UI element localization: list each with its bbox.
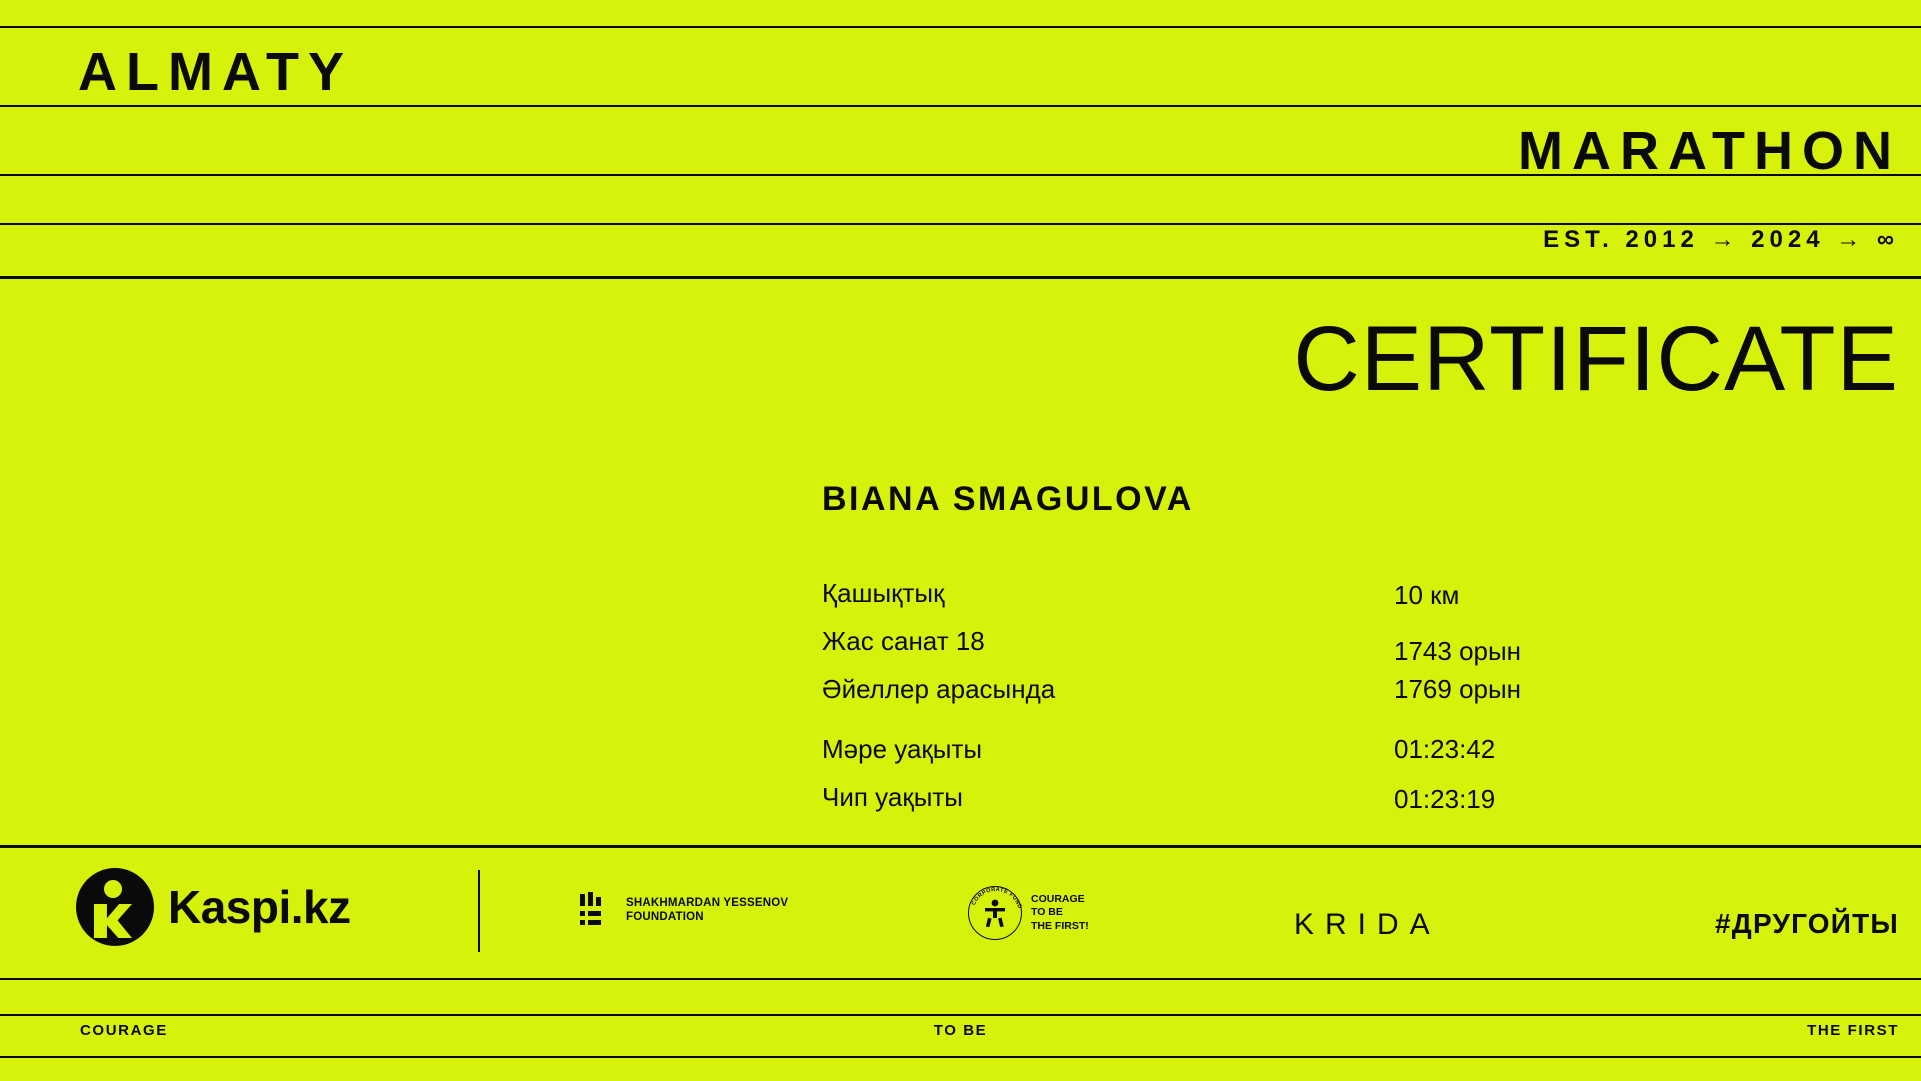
kaspi-wordmark: Kaspi.kz: [168, 881, 351, 933]
sponsor-yessenov: [580, 892, 788, 928]
footer-right: THE FIRST: [1807, 1022, 1899, 1039]
result-label: Мәре уақыты: [822, 734, 983, 764]
table-row: [822, 734, 1622, 782]
sponsor-band: [0, 850, 1921, 978]
result-label: Жас санат 18: [822, 626, 985, 656]
table-row: [822, 782, 1622, 830]
sponsor-kaspi: [76, 868, 351, 946]
result-label: Қашықтық: [822, 578, 945, 608]
divider-line: [0, 105, 1921, 107]
divider-line: [0, 845, 1921, 848]
page-title: CERTIFICATE: [1293, 308, 1899, 410]
kaspi-logo-icon: [76, 868, 154, 946]
result-value: 01:23:19: [1394, 784, 1496, 814]
result-value: 1743 орын: [1394, 636, 1522, 666]
table-row: [822, 578, 1622, 626]
footer-left: COURAGE: [80, 1022, 168, 1039]
result-value: 01:23:42: [1394, 734, 1496, 764]
results-table: [822, 578, 1622, 830]
divider-line: [0, 223, 1921, 225]
courage-line-3: THE FIRST!: [1031, 919, 1089, 932]
divider-line: [0, 1014, 1921, 1016]
footer-band: [0, 1022, 1921, 1052]
sponsor-drugoyty: #ДРУГОЙТЫ: [1715, 908, 1899, 939]
yessenov-logo-icon: [580, 892, 614, 928]
corporate-fund-logo-icon: [968, 886, 1022, 940]
table-row: [822, 674, 1622, 734]
result-label: Әйеллер арасында: [822, 674, 1056, 704]
result-label: Чип уақыты: [822, 782, 963, 812]
courage-line-2: TO BE: [1031, 906, 1063, 919]
krida-wordmark: KRIDA: [1294, 908, 1441, 941]
corporate-fund-wordmark: [1031, 893, 1089, 934]
result-value: 1769 орын: [1394, 674, 1522, 704]
sponsor-corporate-fund: [968, 886, 1089, 940]
yessenov-line-1: SHAKHMARDAN YESSENOV: [626, 896, 789, 909]
sponsor-krida: [1294, 908, 1441, 942]
yessenov-wordmark: [626, 896, 788, 925]
footer-center: TO BE: [933, 1022, 988, 1039]
svg-text:CORPORATE FUND: CORPORATE FUND: [970, 886, 1023, 910]
yessenov-line-2: FOUNDATION: [626, 911, 704, 923]
courage-line-1: COURAGE: [1031, 892, 1085, 905]
divider-line: [0, 1056, 1921, 1058]
divider-line: [0, 276, 1921, 279]
brand-marathon: MARATHON: [1518, 121, 1901, 181]
divider-line: [0, 978, 1921, 980]
brand-almaty: ALMATY: [78, 42, 353, 102]
sponsor-divider: [478, 870, 480, 952]
table-row: [822, 626, 1622, 674]
running-figure-icon: [983, 899, 1007, 927]
divider-line: [0, 26, 1921, 28]
athlete-name: BIANA SMAGULOVA: [822, 480, 1194, 518]
brand-established: EST. 2012 → 2024 → ∞: [1543, 226, 1899, 253]
result-value: 10 км: [1394, 580, 1460, 610]
